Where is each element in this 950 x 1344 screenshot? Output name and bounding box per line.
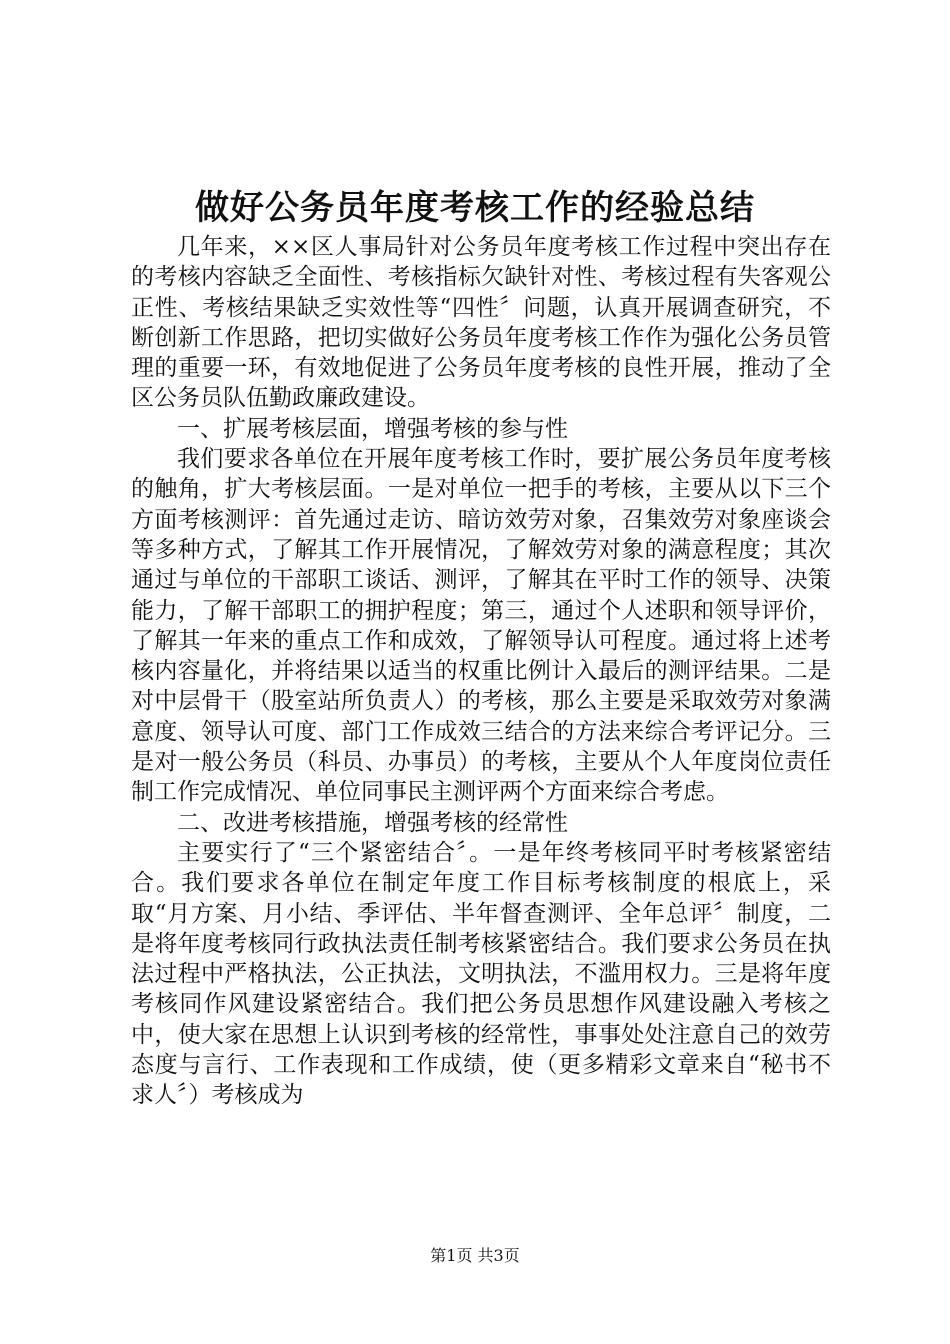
page-number-footer: 第1页 共3页	[430, 1246, 520, 1265]
section-2-paragraph: 主要实行了“三个紧密结合〞。一是年终考核同平时考核紧密结合。我们要求各单位在制定年度工作目标考核制度的根底上，采取“月方案、月小结、季评估、半年督查测评、全年总评〞制度，二是将年度考核同行政执法责任制考核紧密结合。我们要求公务员在执法过程中严格执法，公正执法，文明执法，不滥用权力。三是将年度考核同作风建设紧密结合。我们把公务员思想作风建设融入考核之中，使大家在思想上认识到考核的经常性，事事处处注意自己的效劳态度与言行、工作表现和工作成绩，使（更多精彩文章来自“秘书不求人〞）考核成为	[131, 839, 831, 1109]
section-1-paragraph: 我们要求各单位在开展年度考核工作时，要扩展公务员年度考核的触角，扩大考核层面。一是对单位一把手的考核，主要从以下三个方面考核测评：首先通过走访、暗访效劳对象，召集效劳对象座谈会等多种方式，了解其工作开展情况，了解效劳对象的满意程度；其次通过与单位的干部职工谈话、测评，了解其在平时工作的领导、决策能力，了解干部职工的拥护程度；第三，通过个人述职和领导评价，了解其一年来的重点工作和成效，了解领导认可程度。通过将上述考核内容量化，并将结果以适当的权重比例计入最后的测评结果。二是对中层骨干（股室站所负责人）的考核，那么主要是采取效劳对象满意度、领导认可度、部门工作成效三结合的方法来综合考评记分。三是对一般公务员（科员、办事员）的考核，主要从个人年度岗位责任制工作完成情况、单位同事民主测评两个方面来综合考虑。	[131, 446, 831, 806]
section-heading-2: 二、改进考核措施，增强考核的经常性	[177, 809, 568, 836]
intro-paragraph: 几年来，××区人事局针对公务员年度考核工作过程中突出存在的考核内容缺乏全面性、考核指标欠缺针对性、考核过程有失客观公正性、考核结果缺乏实效性等“四性〞问题，认真开展调查研究，不断创新工作思路，把切实做好公务员年度考核工作作为强化公务员管理的重要一环，有效地促进了公务员年度考核的良性开展，推动了全区公务员队伍勤政廉政建设。	[131, 234, 831, 412]
section-heading-1: 一、扩展考核层面，增强考核的参与性	[177, 415, 568, 442]
document-title: 做好公务员年度考核工作的经验总结	[195, 188, 755, 228]
document-body	[131, 232, 831, 1111]
